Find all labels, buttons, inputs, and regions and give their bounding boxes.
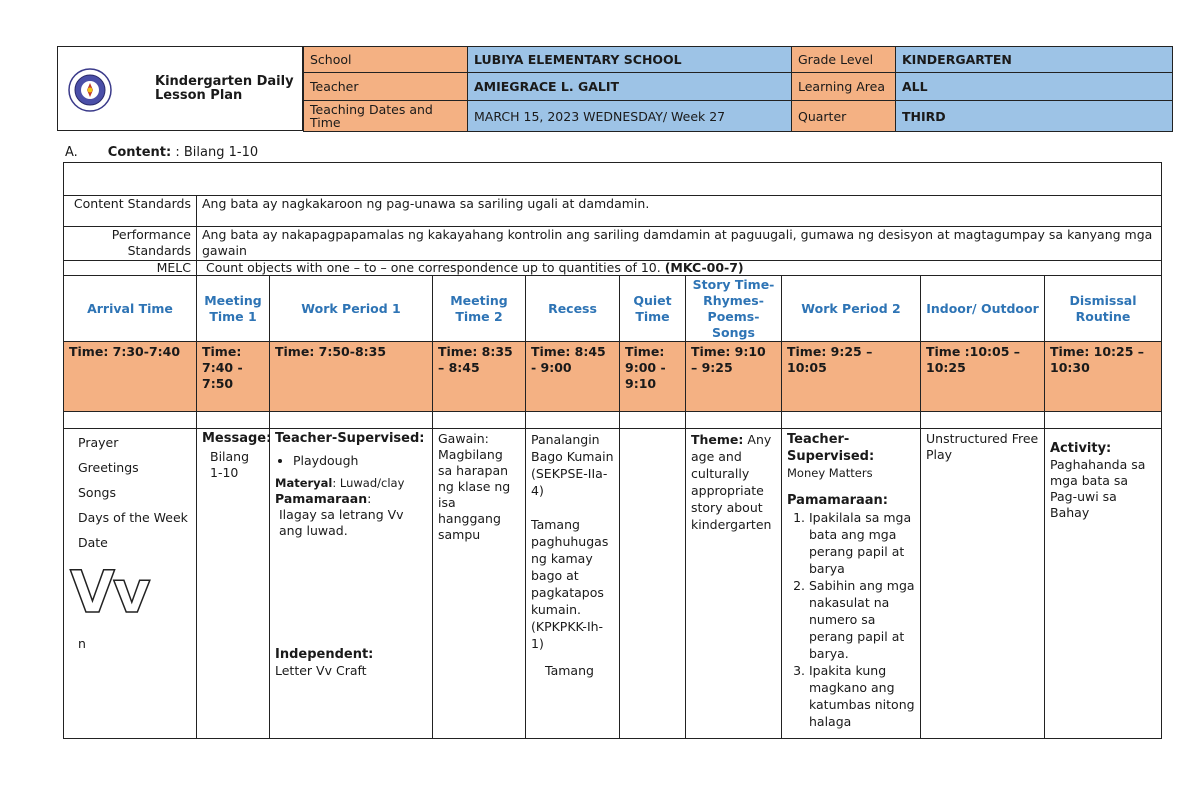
time-recess: Time: 8:45 - 9:00	[526, 342, 620, 412]
deped-seal-icon	[67, 67, 113, 113]
header-row	[304, 47, 1173, 73]
teacher-value: AMIEGRACE L. GALIT	[468, 73, 792, 101]
materyal-value: : Luwad/clay	[332, 476, 405, 490]
arrival-item: Days of the Week	[78, 510, 188, 525]
list-item: 1. Ipakilala sa mga bata ang mga perang papil at barya	[809, 509, 915, 577]
lesson-plan-table	[63, 162, 1162, 739]
content-line	[65, 145, 258, 160]
message-value: Bilang 1-10	[210, 449, 250, 480]
list-item: 2. Sabihin ang mga nakasulat na numero sa perang papil at barya.	[809, 577, 915, 662]
quiet-cell	[620, 429, 686, 739]
list-item: 3. Ipakita kung magkano ang katumbas nitong halaga	[809, 662, 915, 730]
time-story: Time: 9:10 – 9:25	[686, 342, 782, 412]
recess-handwashing: Tamang paghuhugas ng kamay bago at pagkatapos kumain. (KPKPKK-Ih-1)	[531, 517, 609, 651]
independent-label: Independent:	[275, 647, 374, 662]
col-work-period-2: Work Period 2	[782, 276, 921, 342]
time-indoor-outdoor: Time :10:05 – 10:25	[921, 342, 1045, 412]
col-dismissal-routine: Dismissal Routine	[1045, 276, 1162, 342]
time-meeting-1: Time: 7:40 - 7:50	[197, 342, 270, 412]
school-value: LUBIYA ELEMENTARY SCHOOL	[468, 47, 792, 73]
recess-tamang: Tamang	[545, 663, 594, 678]
learning-area-value: ALL	[896, 73, 1173, 101]
performance-standards-label: Performance Standards	[64, 227, 197, 261]
header-info-table	[303, 46, 1173, 132]
work2-supervised-label: Teacher-Supervised:	[787, 432, 875, 464]
arrival-cell	[64, 429, 197, 739]
performance-standards-row	[64, 227, 1162, 261]
recess-cell	[526, 429, 620, 739]
work2-steps	[787, 509, 915, 730]
melc-row	[64, 261, 1162, 276]
header-row	[304, 73, 1173, 101]
work2-pamamaraan-label: Pamamaraan:	[787, 493, 888, 508]
work1-cell	[270, 429, 433, 739]
arrival-item: Greetings	[78, 460, 139, 475]
teacher-supervised-label: Teacher-Supervised:	[275, 431, 425, 446]
message-label: Message:	[202, 431, 272, 446]
melc-cell	[197, 261, 1162, 276]
arrival-item: Songs	[78, 485, 116, 500]
grade-level-value: KINDERGARTEN	[896, 47, 1173, 73]
content-standards-value: Ang bata ay nagkakaroon ng pag-unawa sa sariling ugali at damdamin.	[197, 196, 1162, 227]
time-work-period-2: Time: 9:25 – 10:05	[782, 342, 921, 412]
melc-code: (MKC-00-7)	[664, 260, 744, 275]
time-dismissal: Time: 10:25 – 10:30	[1045, 342, 1162, 412]
quarter-value: THIRD	[896, 101, 1173, 132]
col-arrival-time: Arrival Time	[64, 276, 197, 342]
activity-value: Paghahanda sa mga bata sa Pag-uwi sa Bahay	[1050, 457, 1146, 520]
col-quiet-time: Quiet Time	[620, 276, 686, 342]
materyal-line	[275, 475, 427, 491]
page-title: Kindergarten Daily Lesson Plan	[155, 74, 294, 103]
time-meeting-2: Time: 8:35 – 8:45	[433, 342, 526, 412]
learning-area-label: Learning Area	[792, 73, 896, 101]
arrival-trailing: n	[78, 636, 86, 651]
work2-cell	[782, 429, 921, 739]
meeting2-text: Gawain: Magbilang sa harapan ng klase ng isa hanggang sampu	[438, 431, 511, 542]
content-standards-label: Content Standards	[64, 196, 197, 227]
melc-value: Count objects with one – to – one correspondence up to quantities of 10.	[205, 260, 661, 275]
activity-label: Activity:	[1050, 441, 1112, 456]
story-cell	[686, 429, 782, 739]
grade-level-label: Grade Level	[792, 47, 896, 73]
theme-label: Theme:	[691, 432, 744, 447]
meeting1-cell	[197, 429, 270, 739]
content-label: Content:	[107, 145, 172, 160]
spacer-row	[64, 412, 1162, 429]
col-meeting-time-1: Meeting Time 1	[197, 276, 270, 342]
teacher-label: Teacher	[304, 73, 468, 101]
indoor-text: Unstructured Free Play	[926, 431, 1039, 462]
playdough-item: • Playdough	[293, 453, 427, 469]
pamamaraan-label: Pamamaraan	[275, 491, 368, 506]
indoor-cell	[921, 429, 1045, 739]
content-letter: A.	[65, 145, 78, 160]
activity-row	[64, 429, 1162, 739]
quarter-label: Quarter	[792, 101, 896, 132]
time-row	[64, 342, 1162, 412]
time-quiet: Time: 9:00 - 9:10	[620, 342, 686, 412]
col-indoor-outdoor: Indoor/ Outdoor	[921, 276, 1045, 342]
work2-topic: Money Matters	[787, 466, 873, 480]
column-header-row	[64, 276, 1162, 342]
pamamaraan-value: Ilagay sa letrang Vv ang luwad.	[279, 507, 404, 538]
content-value: : Bilang 1-10	[175, 145, 259, 160]
performance-standards-value: Ang bata ay nakapagpapamalas ng kakayahang kontrolin ang sariling damdamin at paguugali, gumawa ng desisyon at magtagumpay sa kanyang mga gawain	[197, 227, 1162, 261]
col-meeting-time-2: Meeting Time 2	[433, 276, 526, 342]
independent-value: Letter Vv Craft	[275, 663, 367, 678]
teaching-dates-value: MARCH 15, 2023 WEDNESDAY/ Week 27	[468, 101, 792, 132]
col-recess: Recess	[526, 276, 620, 342]
header-row	[304, 101, 1173, 132]
dismissal-cell	[1045, 429, 1162, 739]
pamamaraan-line: Pamamaraan:	[275, 491, 372, 506]
blank-row	[64, 163, 1162, 196]
time-work-period-1: Time: 7:50-8:35	[270, 342, 433, 412]
work1-bullets	[275, 453, 427, 469]
arrival-item: Date	[78, 535, 108, 550]
arrival-item: Prayer	[78, 435, 119, 450]
materyal-label: Materyal	[275, 476, 333, 490]
melc-label: MELC	[64, 261, 197, 276]
meeting2-cell	[433, 429, 526, 739]
recess-prayer: Panalangin Bago Kumain (SEKPSE-IIa-4)	[531, 432, 614, 498]
time-arrival: Time: 7:30-7:40	[64, 342, 197, 412]
col-work-period-1: Work Period 1	[270, 276, 433, 342]
school-label: School	[304, 47, 468, 73]
theme-value: Any age and culturally appropriate story about kindergarten	[691, 432, 772, 532]
letter-vv-graphic: Vv	[70, 558, 149, 626]
teaching-dates-label: Teaching Dates and Time	[304, 101, 468, 132]
content-standards-row	[64, 196, 1162, 227]
col-story-time: Story Time-Rhymes-Poems-Songs	[686, 276, 782, 342]
